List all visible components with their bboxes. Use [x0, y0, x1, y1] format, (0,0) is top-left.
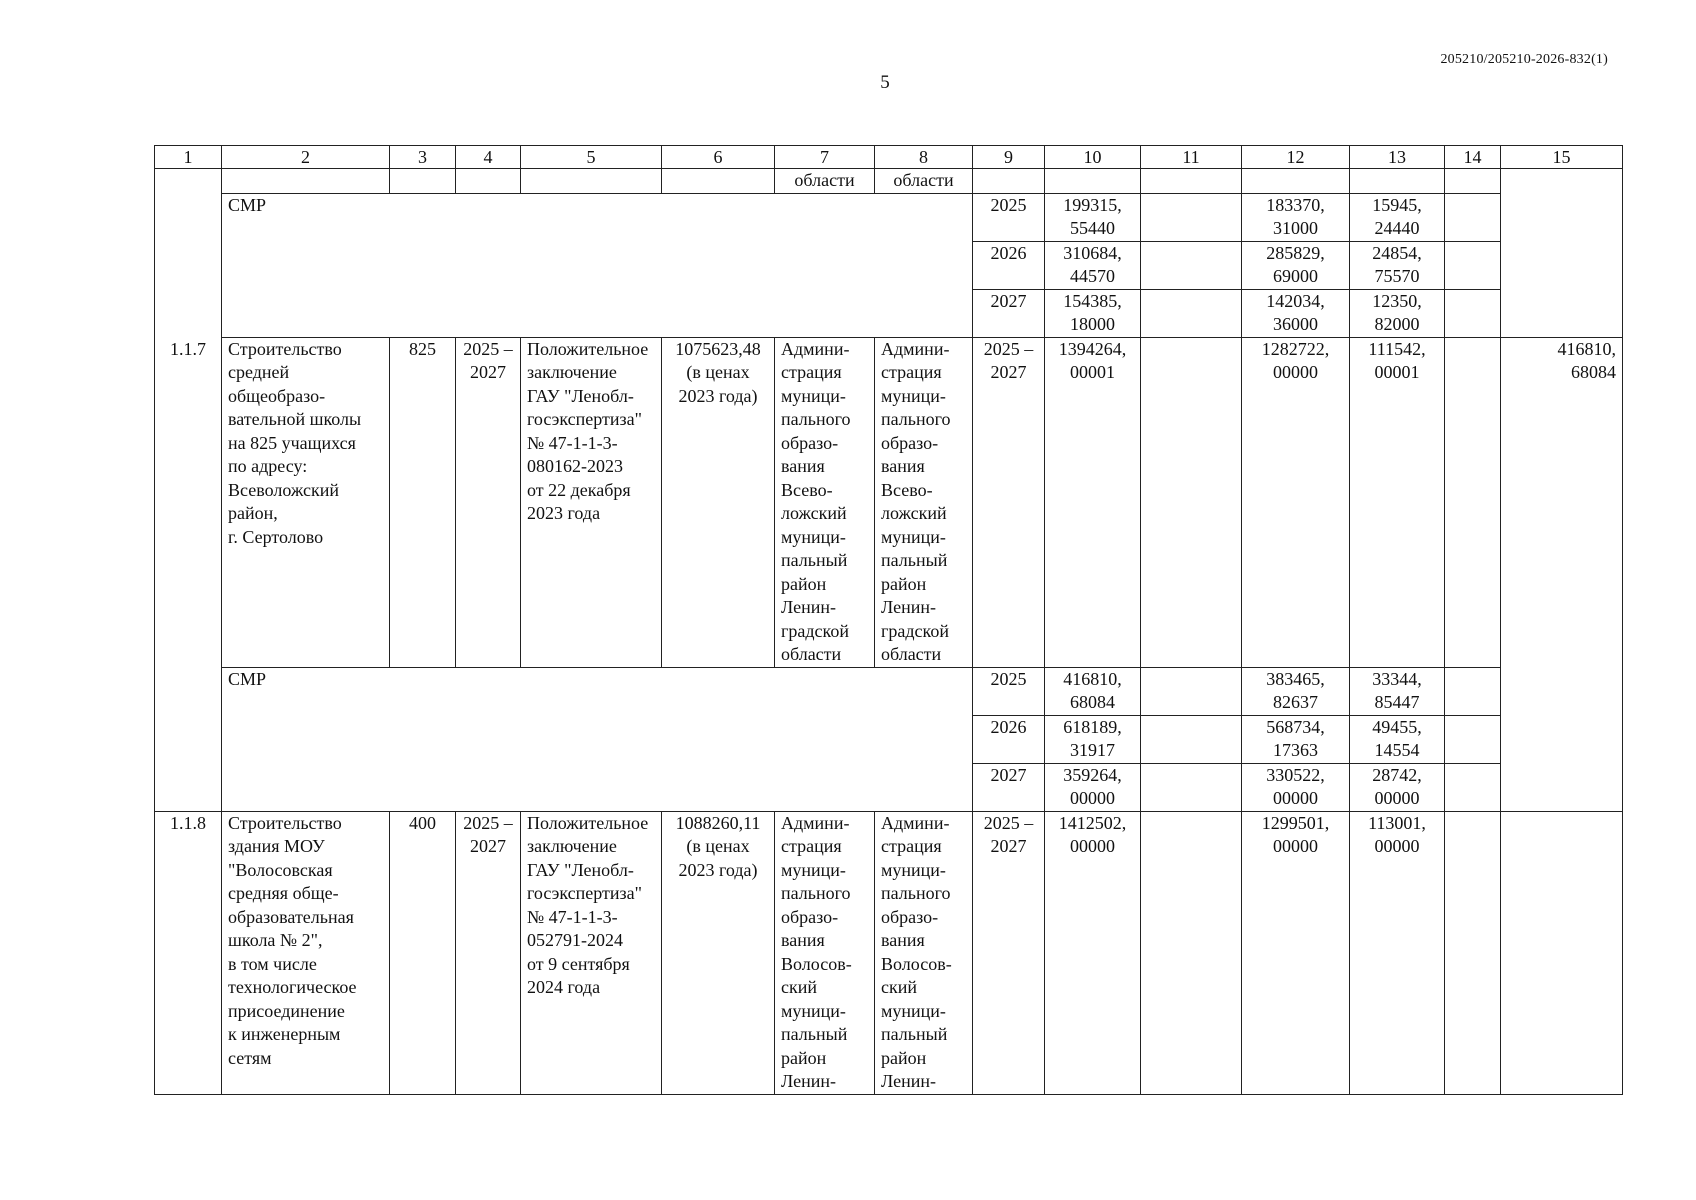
smr-c12: 183370, 31000 [1242, 193, 1350, 241]
item-customer: Админи- страция муници- пального образо- вания Всево- ложский муници- пальный район Ленин- градской области [775, 337, 875, 667]
table-row-item-117 [155, 337, 1623, 667]
item-name: Строительство здания МОУ "Волосовская средняя обще- образовательная школа № 2", в том числе технологическое присоединение к инженерным сетям [222, 811, 390, 1094]
smr-year: 2026 [973, 715, 1045, 763]
item-expertise: Положительное заключение ГАУ "Ленобл- госэкспертиза" № 47-1-1-3- 052791-2024 от 9 сентября 2024 года [521, 811, 662, 1094]
item-cost: 1088260,11 (в ценах 2023 года) [662, 811, 775, 1094]
col-num-8: 8 [875, 146, 973, 169]
item-c10: 1394264, 00001 [1045, 337, 1141, 667]
document-id: 205210/205210-2026-832(1) [1440, 52, 1608, 67]
continuation-developer: области [875, 169, 973, 194]
col-num-12: 12 [1242, 146, 1350, 169]
item-c12: 1282722, 00000 [1242, 337, 1350, 667]
page-number: 5 [880, 72, 890, 93]
smr-c13: 33344, 85447 [1350, 667, 1445, 715]
smr-row [155, 667, 1623, 715]
item-c10: 1412502, 00000 [1045, 811, 1141, 1094]
smr-c10: 310684, 44570 [1045, 241, 1141, 289]
smr-row [155, 193, 1623, 241]
item-c12: 1299501, 00000 [1242, 811, 1350, 1094]
smr-c12: 285829, 69000 [1242, 241, 1350, 289]
smr-c10: 154385, 18000 [1045, 289, 1141, 337]
smr-year: 2027 [973, 763, 1045, 811]
col-num-1: 1 [155, 146, 222, 169]
smr-c13: 24854, 75570 [1350, 241, 1445, 289]
item-developer: Админи- страция муници- пального образо- вания Всево- ложский муници- пальный район Ленин- градской области [875, 337, 973, 667]
item-years: 2025 – 2027 [973, 337, 1045, 667]
col-num-6: 6 [662, 146, 775, 169]
item-capacity: 400 [390, 811, 456, 1094]
item-name: Строительство средней общеобразо- вательной школы на 825 учащихся по адресу: Всеволожский район, г. Сертолово [222, 337, 390, 667]
smr-c13: 49455, 14554 [1350, 715, 1445, 763]
smr-year: 2025 [973, 667, 1045, 715]
smr-label: СМР [222, 193, 973, 337]
column-number-row [155, 146, 1623, 169]
table-row-item-118 [155, 811, 1623, 1094]
col-num-13: 13 [1350, 146, 1445, 169]
smr-c13: 15945, 24440 [1350, 193, 1445, 241]
smr-year: 2026 [973, 241, 1045, 289]
smr-c12: 142034, 36000 [1242, 289, 1350, 337]
item-developer: Админи- страция муници- пального образо- вания Волосов- ский муници- пальный район Ленин- [875, 811, 973, 1094]
item-customer: Админи- страция муници- пального образо- вания Волосов- ский муници- пальный район Ленин- [775, 811, 875, 1094]
item-expertise: Положительное заключение ГАУ "Ленобл- госэкспертиза" № 47-1-1-3- 080162-2023 от 22 декабря 2023 года [521, 337, 662, 667]
item-years: 2025 – 2027 [973, 811, 1045, 1094]
item-number: 1.1.8 [155, 811, 222, 1094]
col-num-3: 3 [390, 146, 456, 169]
col-num-2: 2 [222, 146, 390, 169]
smr-c10: 359264, 00000 [1045, 763, 1141, 811]
budget-table [154, 145, 1623, 1095]
item-period: 2025 – 2027 [456, 811, 521, 1094]
item-c13: 113001, 00000 [1350, 811, 1445, 1094]
item-period: 2025 – 2027 [456, 337, 521, 667]
col-num-15: 15 [1501, 146, 1623, 169]
smr-c10: 416810, 68084 [1045, 667, 1141, 715]
cell-num-prev [155, 169, 222, 338]
smr-c13: 28742, 00000 [1350, 763, 1445, 811]
smr-c13: 12350, 82000 [1350, 289, 1445, 337]
col-num-5: 5 [521, 146, 662, 169]
smr-c12: 383465, 82637 [1242, 667, 1350, 715]
continuation-row [155, 169, 1623, 194]
col-num-14: 14 [1445, 146, 1501, 169]
col-num-11: 11 [1141, 146, 1242, 169]
item-number: 1.1.7 [155, 337, 222, 811]
smr-year: 2025 [973, 193, 1045, 241]
col-num-7: 7 [775, 146, 875, 169]
smr-c12: 568734, 17363 [1242, 715, 1350, 763]
smr-c12: 330522, 00000 [1242, 763, 1350, 811]
item-capacity: 825 [390, 337, 456, 667]
cell-c15-prev [1501, 169, 1623, 338]
item-c15: 416810, 68084 [1501, 337, 1623, 811]
col-num-9: 9 [973, 146, 1045, 169]
smr-c10: 199315, 55440 [1045, 193, 1141, 241]
item-c13: 111542, 00001 [1350, 337, 1445, 667]
continuation-customer: области [775, 169, 875, 194]
item-cost: 1075623,48 (в ценах 2023 года) [662, 337, 775, 667]
col-num-10: 10 [1045, 146, 1141, 169]
smr-c10: 618189, 31917 [1045, 715, 1141, 763]
col-num-4: 4 [456, 146, 521, 169]
smr-label: СМР [222, 667, 973, 811]
smr-year: 2027 [973, 289, 1045, 337]
